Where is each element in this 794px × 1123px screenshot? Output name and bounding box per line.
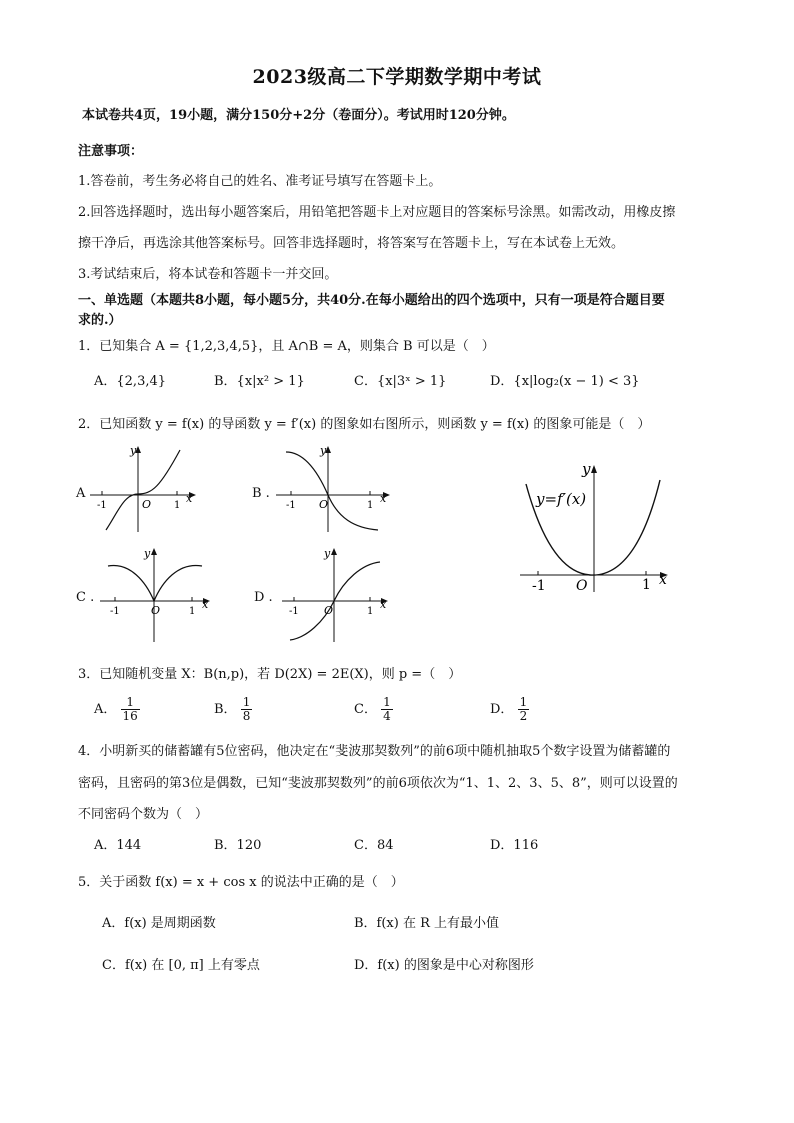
notice-heading: 注意事项：	[78, 144, 144, 159]
question-3-stem: 3．已知随机变量 X：B(n,p)，若 D(2X) = 2E(X)，则 p =（ ）	[78, 667, 462, 682]
curve	[106, 450, 180, 530]
notice-item-3: 3.考试结束后，将本试卷和答题卡一并交回。	[78, 267, 338, 282]
label-origin: O	[324, 604, 334, 617]
numerator: 1	[242, 695, 251, 709]
graph-c	[98, 544, 214, 644]
question-4-stem-line-3: 不同密码个数为（ ）	[78, 807, 209, 822]
graph-b	[274, 442, 392, 534]
numerator: 1	[383, 695, 391, 709]
option-letter: D．	[490, 702, 514, 717]
question-5-option-a: A．f(x) 是周期函数	[102, 916, 216, 931]
question-5-stem: 5．关于函数 f(x) = x + cos x 的说法中正确的是（ ）	[78, 875, 404, 890]
graph-d-label: D .	[254, 590, 273, 605]
label-neg1: -1	[110, 606, 120, 617]
graph-a	[88, 442, 198, 534]
denominator: 2	[519, 709, 528, 723]
numerator: 1	[519, 695, 528, 709]
question-4-option-c: C．84	[354, 838, 394, 853]
label-x: x	[186, 492, 193, 505]
fraction	[241, 696, 253, 723]
label-1: 1	[174, 500, 181, 511]
question-1-stem: 1．已知集合 A = {1,2,3,4,5}，且 A∩B = A，则集合 B 可以是（ ）	[78, 339, 495, 354]
label-y: y	[324, 547, 331, 560]
label-origin: O	[151, 604, 161, 617]
y-axis-arrow	[591, 465, 597, 473]
label-x: x	[380, 492, 387, 505]
label-1: 1	[189, 606, 196, 617]
label-1: 1	[367, 500, 374, 511]
question-2-stem: 2．已知函数 y = f(x) 的导函数 y = f′(x) 的图象如右图所示，则函数 y = f(x) 的图象可能是（ ）	[78, 417, 651, 432]
label-y: y	[582, 462, 591, 478]
label-y: y	[144, 547, 151, 560]
label-origin: O	[142, 498, 152, 511]
question-1-option-d: D．{x|log₂(x − 1) < 3}	[490, 374, 640, 389]
question-3-option-a	[94, 696, 140, 723]
numerator: 1	[121, 696, 140, 710]
question-1-option-b: B．{x|x² > 1}	[214, 374, 305, 389]
question-4-option-b: B．120	[214, 838, 262, 853]
question-5-option-b: B．f(x) 在 R 上有最小值	[354, 916, 500, 931]
label-x: x	[202, 598, 209, 611]
question-4-stem-line-2: 密码，且密码的第3位是偶数，已知“斐波那契数列”的前6项依次为“1、1、2、3、5、8”，则可以设置的	[78, 776, 678, 791]
graph-d	[280, 544, 392, 644]
label-y: y	[320, 444, 327, 457]
y-axis-arrow	[331, 548, 337, 555]
label-y: y	[130, 444, 137, 457]
label-1: 1	[367, 606, 374, 617]
graph-c-label: C .	[76, 590, 95, 605]
question-3-option-d	[490, 696, 529, 723]
notice-item-2: 2.回答选择题时，选出每小题答案后，用铅笔把答题卡上对应题目的答案标号涂黑。如需改动，用橡皮擦	[78, 205, 676, 220]
question-1-option-a: A．{2,3,4}	[94, 374, 167, 389]
label-origin: O	[319, 498, 329, 511]
label-neg1: -1	[532, 578, 546, 594]
fraction	[381, 696, 393, 723]
denominator: 16	[122, 709, 138, 723]
label-neg1: -1	[97, 500, 107, 511]
page-title: 2023级高二下学期数学期中考试	[252, 66, 542, 88]
option-letter: A．	[94, 702, 117, 717]
fraction	[518, 696, 530, 723]
question-4-option-d: D．116	[490, 838, 539, 853]
notice-item-2-cont: 擦干净后，再选涂其他答案标号。回答非选择题时，将答案写在答题卡上，写在本试卷上无效。	[78, 236, 625, 251]
denominator: 4	[383, 709, 391, 723]
question-4-stem-line-1: 4．小明新买的储蓄罐有5位密码，他决定在“斐波那契数列”的前6项中随机抽取5个数字设置为储蓄罐的	[78, 744, 671, 759]
label-x: x	[380, 598, 387, 611]
curve-label: y=f′(x)	[536, 490, 587, 508]
fraction	[121, 696, 140, 723]
question-5-option-d: D．f(x) 的图象是中心对称图形	[354, 958, 534, 973]
question-3-option-b	[214, 696, 252, 723]
option-letter: B．	[214, 702, 237, 717]
question-5-option-c: C．f(x) 在 [0, π] 上有零点	[102, 958, 260, 973]
graph-a-label: A	[76, 486, 86, 501]
label-neg1: -1	[289, 606, 299, 617]
label-origin: O	[576, 578, 588, 594]
question-1-option-c: C．{x|3ˣ > 1}	[354, 374, 447, 389]
question-4-option-a: A．144	[94, 838, 142, 853]
exam-intro: 本试卷共4页，19小题，满分150分+2分（卷面分）。考试用时120分钟。	[82, 108, 515, 123]
y-axis-arrow	[151, 548, 157, 555]
label-x: x	[659, 572, 667, 588]
denominator: 8	[242, 709, 251, 723]
curve	[108, 565, 202, 601]
section-heading: 一、单选题（本题共8小题，每小题5分，共40分.在每小题给出的四个选项中，只有一项是符合题目要	[78, 293, 665, 308]
section-heading-cont: 求的.）	[78, 313, 122, 328]
notice-item-1: 1.答卷前，考生务必将自己的姓名、准考证号填写在答题卡上。	[78, 174, 442, 189]
label-neg1: -1	[286, 500, 296, 511]
option-letter: C．	[354, 702, 377, 717]
label-1: 1	[642, 577, 651, 593]
curve	[286, 452, 378, 530]
graph-b-label: B .	[252, 486, 270, 501]
question-3-option-c	[354, 696, 393, 723]
derivative-graph	[518, 462, 674, 594]
